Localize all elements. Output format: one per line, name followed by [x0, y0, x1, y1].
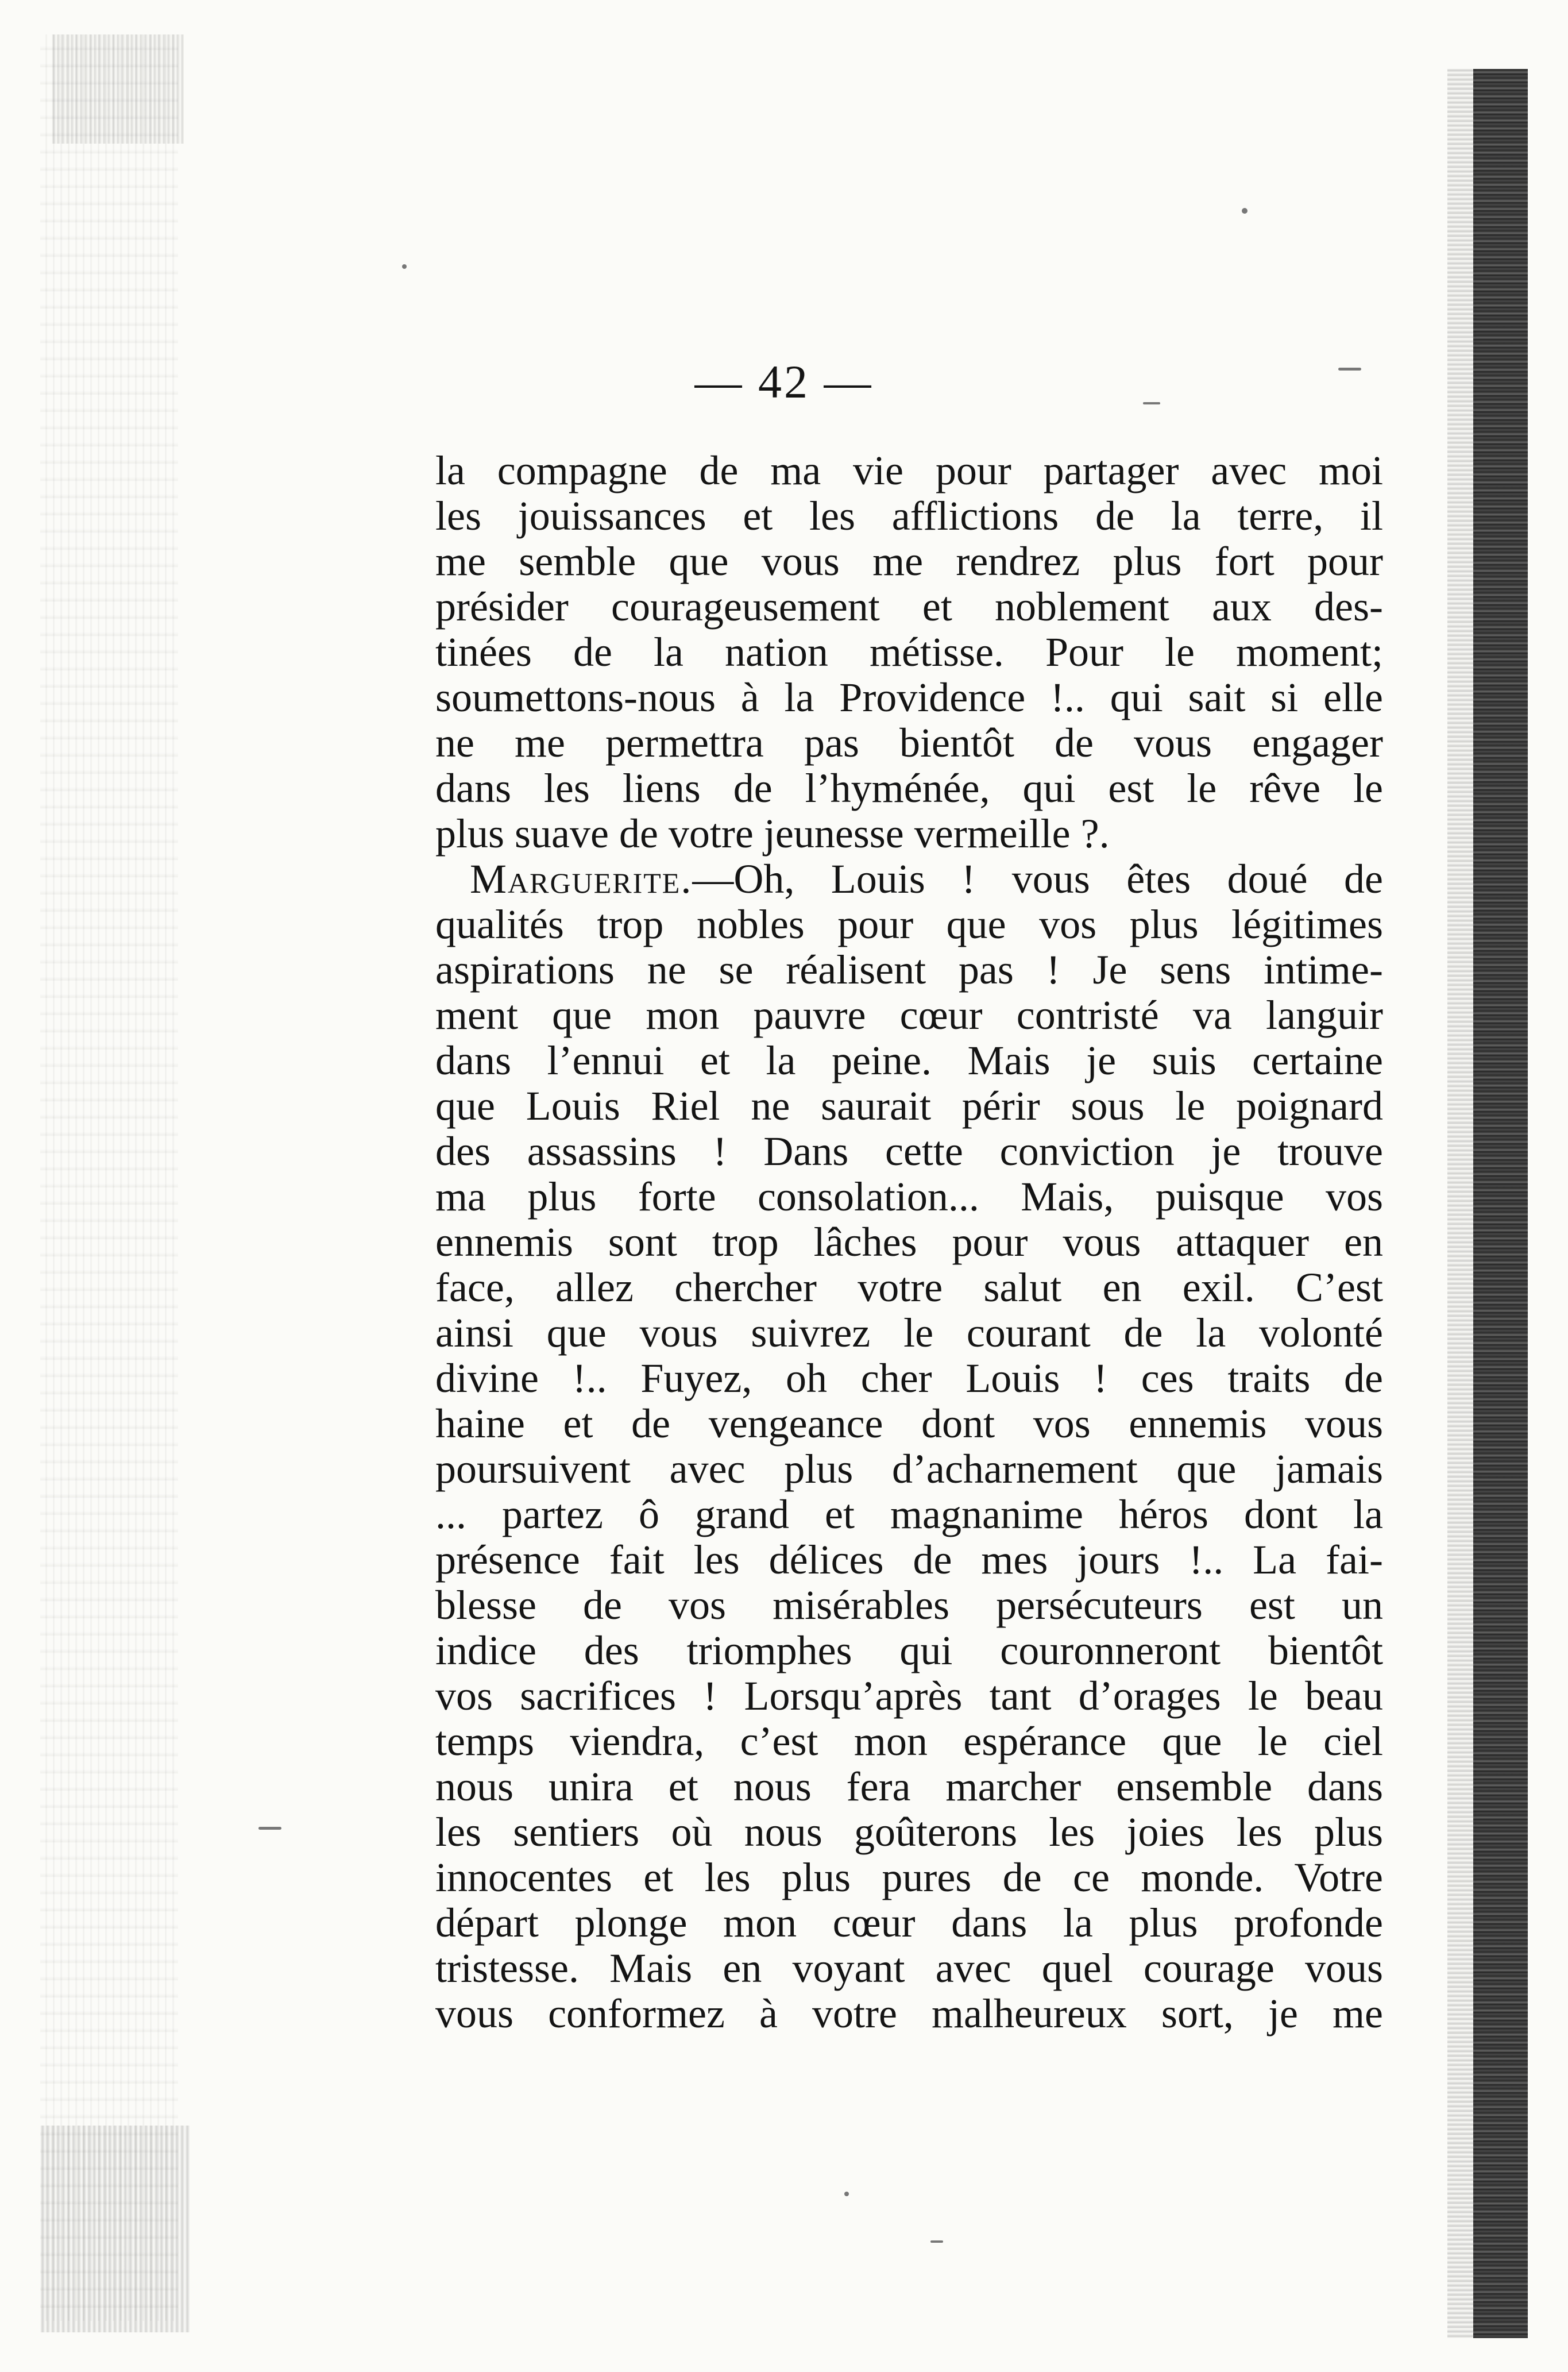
text-line: indice des triomphes qui couronneront bientôt	[435, 1627, 1383, 1673]
text-line: poursuivent avec plus d’acharnement que jamais	[435, 1446, 1383, 1492]
text-line: qualités trop nobles pour que vos plus légitimes	[435, 901, 1383, 947]
text-line: innocentes et les plus pures de ce monde. Votre	[435, 1854, 1383, 1900]
speech-opening-text: —Oh, Louis ! vous êtes doué de	[692, 856, 1383, 902]
text-line: ment que mon pauvre cœur contristé va languir	[435, 992, 1383, 1038]
page-body-text	[435, 448, 1383, 2037]
text-line: blesse de vos misérables persécuteurs est un	[435, 1582, 1383, 1628]
speaker-name: Marguerite.	[470, 856, 693, 902]
text-line: me semble que vous me rendrez plus fort pour	[435, 538, 1383, 584]
text-line: temps viendra, c’est mon espérance que le ciel	[435, 1718, 1383, 1764]
text-line: vos sacrifices ! Lorsqu’après tant d’orages le beau	[435, 1673, 1383, 1719]
speech-opening-line	[435, 857, 1383, 902]
text-line: la compagne de ma vie pour partager avec moi	[435, 448, 1383, 493]
text-line: face, allez chercher votre salut en exil. C’est	[435, 1264, 1383, 1310]
text-line: les sentiers où nous goûterons les joies les plus	[435, 1809, 1383, 1855]
text-line: que Louis Riel ne saurait périr sous le poignard	[435, 1083, 1383, 1129]
text-line: ma plus forte consolation... Mais, puisque vos	[435, 1174, 1383, 1220]
text-line: nous unira et nous fera marcher ensemble dans	[435, 1764, 1383, 1810]
text-line: soumettons-nous à la Providence !.. qui sait si elle	[435, 674, 1383, 720]
text-line: divine !.. Fuyez, oh cher Louis ! ces traits de	[435, 1355, 1383, 1401]
text-line: ainsi que vous suivrez le courant de la volonté	[435, 1310, 1383, 1356]
text-line: ne me permettra pas bientôt de vous engager	[435, 720, 1383, 766]
text-line: présider courageusement et noblement aux des-	[435, 584, 1383, 630]
text-line: aspirations ne se réalisent pas ! Je sens intime-	[435, 947, 1383, 993]
text-line: vous conformez à votre malheureux sort, je me	[435, 1991, 1383, 2037]
text-line: plus suave de votre jeunesse vermeille ?.	[435, 811, 1110, 857]
text-line: haine et de vengeance dont vos ennemis vous	[435, 1401, 1383, 1447]
text-line: tristesse. Mais en voyant avec quel courage vous	[435, 1945, 1383, 1991]
text-line: les jouissances et les afflictions de la terre, il	[435, 493, 1383, 539]
page-number: — 42 —	[694, 356, 874, 408]
text-line: dans les liens de l’hyménée, qui est le rêve le	[435, 765, 1383, 811]
scan-noise-bottom-left	[40, 2126, 190, 2332]
scan-shadow-right	[1447, 69, 1476, 2338]
text-line: ... partez ô grand et magnanime héros dont la	[435, 1491, 1383, 1537]
text-line: tinées de la nation métisse. Pour le moment;	[435, 629, 1383, 675]
text-line: départ plonge mon cœur dans la plus profonde	[435, 1900, 1383, 1946]
scan-page-edge-right	[1473, 69, 1528, 2338]
text-line: ennemis sont trop lâches pour vous attaquer en	[435, 1219, 1383, 1265]
scan-noise-top-left	[52, 34, 184, 144]
text-line: des assassins ! Dans cette conviction je trouve	[435, 1128, 1383, 1174]
text-line: présence fait les délices de mes jours !.. La fai-	[435, 1537, 1383, 1583]
text-line: dans l’ennui et la peine. Mais je suis certaine	[435, 1037, 1383, 1083]
